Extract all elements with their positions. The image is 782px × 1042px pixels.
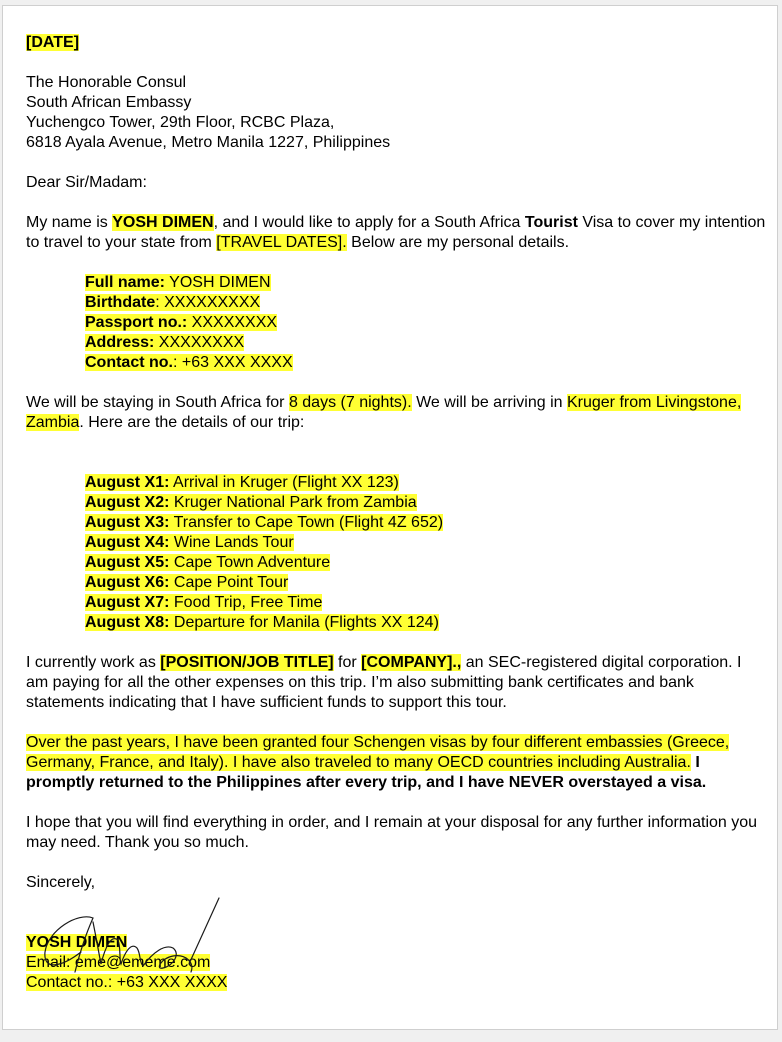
recipient-block bbox=[26, 73, 766, 153]
job-title: [POSITION/JOB TITLE] bbox=[160, 654, 334, 671]
itinerary-row: August X8: Departure for Manila (Flights XX 124) bbox=[85, 614, 439, 631]
handwritten-signature bbox=[23, 892, 253, 982]
recipient-line: The Honorable Consul bbox=[26, 74, 187, 91]
letter-body bbox=[26, 33, 766, 993]
applicant-name: YOSH DIMEN bbox=[112, 214, 214, 231]
intro-paragraph: My name is YOSH DIMEN, and I would like to apply for a South Africa Tourist Visa to cover my intention to travel to your state from [TRAVEL DATES]. Below are my personal details. bbox=[26, 214, 766, 251]
travel-dates: [TRAVEL DATES]. bbox=[216, 234, 347, 251]
stay-duration: 8 days (7 nights). bbox=[288, 394, 412, 411]
itinerary-row: August X6: Cape Point Tour bbox=[85, 574, 289, 591]
recipient-line: 6818 Ayala Avenue, Metro Manila 1227, Philippines bbox=[26, 134, 391, 151]
visa-type: Tourist bbox=[524, 214, 578, 231]
itinerary-list bbox=[85, 473, 766, 633]
signer-contact: Contact no.: +63 XXX XXXX bbox=[26, 974, 228, 991]
stay-paragraph: We will be staying in South Africa for 8 days (7 nights). We will be arriving in Kruger from Livingstone, Zambia. Here are the details of our trip: bbox=[26, 394, 742, 431]
arrival-place: Kruger from Livingstone, Zambia bbox=[26, 394, 742, 431]
itinerary-row: August X3: Transfer to Cape Town (Flight 4Z 652) bbox=[85, 514, 444, 531]
itinerary-row: August X4: Wine Lands Tour bbox=[85, 534, 294, 551]
signer-name: YOSH DIMEN bbox=[26, 934, 128, 951]
letter-page bbox=[2, 5, 778, 1030]
recipient-line: South African Embassy bbox=[26, 94, 192, 111]
detail-row: Birthdate: XXXXXXXXX bbox=[85, 294, 261, 311]
personal-details bbox=[85, 273, 766, 373]
detail-row: Contact no.: +63 XXX XXXX bbox=[85, 354, 293, 371]
itinerary-row: August X7: Food Trip, Free Time bbox=[85, 594, 323, 611]
signer-email: Email: eme@ememe.com bbox=[26, 954, 211, 971]
itinerary-row: August X5: Cape Town Adventure bbox=[85, 554, 331, 571]
company-name: [COMPANY]., bbox=[361, 654, 462, 671]
salutation: Dear Sir/Madam: bbox=[26, 174, 147, 191]
recipient-line: Yuchengco Tower, 29th Floor, RCBC Plaza, bbox=[26, 114, 335, 131]
travel-history-paragraph: Over the past years, I have been granted four Schengen visas by four different embassies (Greece, Germany, France, and Italy). I have also traveled to many OECD countries including Australia. I promptly returned to the Philippines after every trip, and I have NEVER overstayed a visa. bbox=[26, 734, 730, 791]
detail-row: Address: XXXXXXXX bbox=[85, 334, 245, 351]
detail-row: Passport no.: XXXXXXXX bbox=[85, 314, 278, 331]
signoff: Sincerely, bbox=[26, 874, 96, 891]
closing-paragraph: I hope that you will find everything in order, and I remain at your disposal for any further information you may need. Thank you so much. bbox=[26, 814, 758, 851]
itinerary-row: August X2: Kruger National Park from Zambia bbox=[85, 494, 417, 511]
work-paragraph: I currently work as [POSITION/JOB TITLE] for [COMPANY]., an SEC-registered digital corporation. I am paying for all the other expenses on this trip. I’m also submitting bank certificates and bank statements indicating that I have sufficient funds to support this tour. bbox=[26, 654, 742, 711]
itinerary-row: August X1: Arrival in Kruger (Flight XX 123) bbox=[85, 474, 399, 491]
detail-row: Full name: YOSH DIMEN bbox=[85, 274, 271, 291]
date-field: [DATE] bbox=[26, 34, 80, 51]
